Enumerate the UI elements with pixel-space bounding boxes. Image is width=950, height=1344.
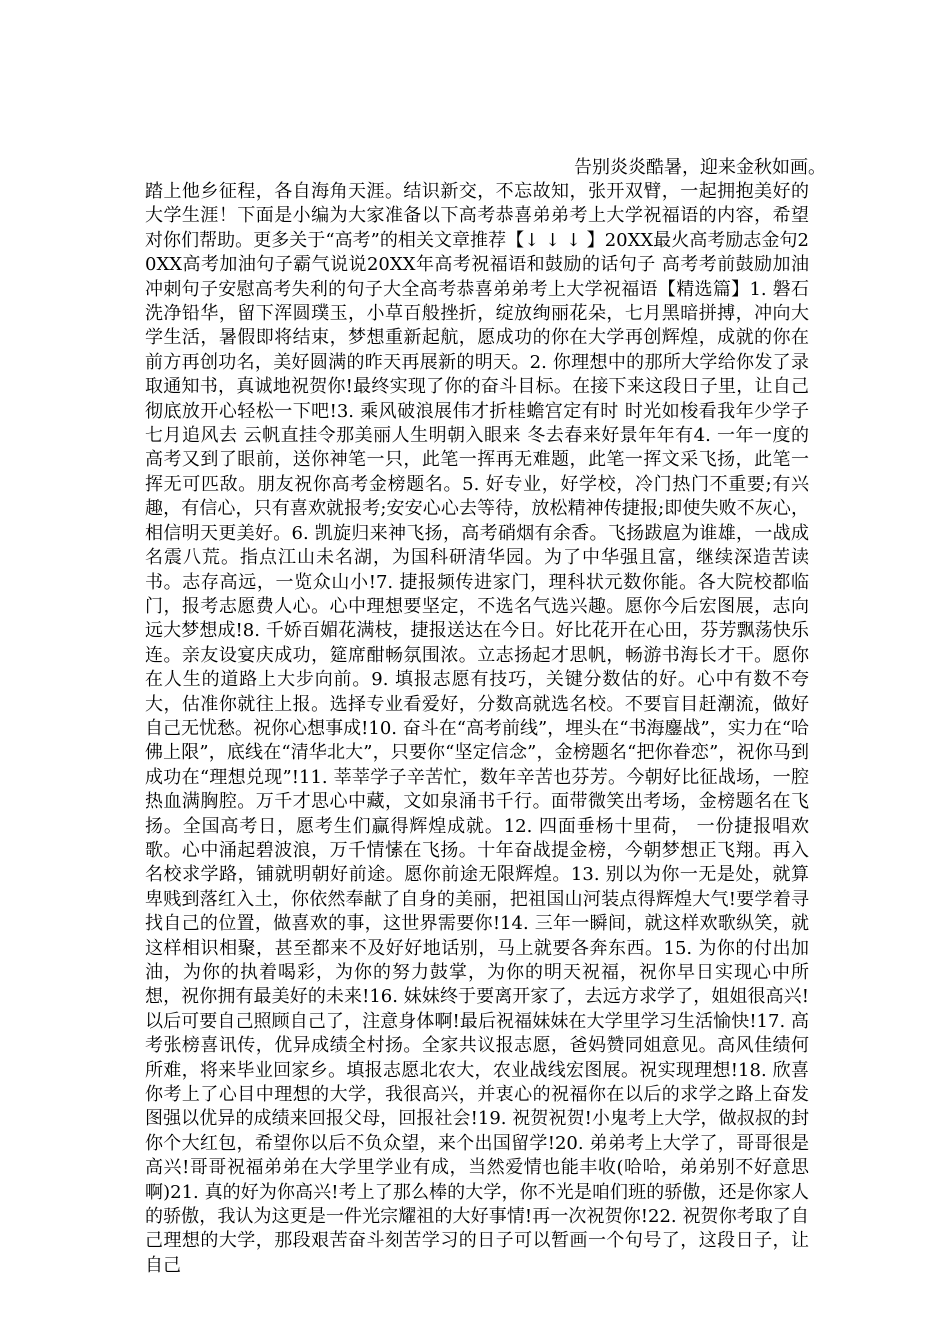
- document-first-line: 告别炎炎酷暑，迎来金秋如画。: [574, 157, 826, 178]
- document-body-text: 踏上他乡征程，各自海角天涯。结识新交，不忘故知，张开双臂，一起拥抱美好的大学生涯！下面是小编为大家准备以下高考恭喜弟弟考上大学祝福语的内容，希望对你们帮助。更多关于“高考”的相关文章推荐【↓ ↓ ↓ 】20XX最火高考励志金句20XX高考加油句子霸气说说20XX年高考祝福语和鼓励的话句子 高考考前鼓励加油冲刺句子安慰高考失利的句子大全高考恭喜弟弟考上大学祝福语【精选篇】1. 磐石洗净铅华，留下浑圆璞玉，小草百般挫折，绽放绚丽花朵，七月黑暗拼搏，冲向大学生活，暑假即将结束，梦想重新起航，愿成功的你在大学再创辉煌，成就的你在前方再创功名，美好圆满的昨天再展新的明天。2. 你理想中的那所大学给你发了录取通知书，真诚地祝贺你!最终实现了你的奋斗目标。在接下来这段日子里，让自己彻底放开心轻松一下吧!3. 乘风破浪展伟才折桂蟾宫定有时 时光如梭看我年少学子七月追风去 云帆直挂令那美丽人生明朝入眼来 冬去春来好景年年有4. 一年一度的高考又到了眼前，送你神笔一只，此笔一挥再无难题，此笔一挥文采飞扬，此笔一挥无可匹敌。朋友祝你高考金榜题名。5. 好专业，好学校，冷门热门不重要;有兴趣，有信心，只有喜欢就报考;安安心心去等待，放松精神传捷报;即使失败不灰心，相信明天更美好。6. 凯旋归来神飞扬，高考硝烟有余香。飞扬跋扈为谁雄，一战成名震八荒。指点江山未名湖，为国科研清华园。为了中华强且富，继续深造苦读书。志存高远，一览众山小!7. 捷报频传进家门，理科状元数你能。各大院校都临门，报考志愿费人心。心中理想要坚定，不选名气选兴趣。愿你今后宏图展，志向远大梦想成!8. 千娇百媚花满枝，捷报送达在今日。好比花开在心田，芬芳飘荡快乐连。亲友设宴庆成功，筵席酣畅氛围浓。立志扬起才思帆，畅游书海长才干。愿你在人生的道路上大步向前。9. 填报志愿有技巧，关键分数估的好。心中有数不夸大，估准你就往上报。选择专业看爱好，分数高就选名校。不要盲目赶潮流，做好自己无忧愁。祝你心想事成!10. 奋斗在“高考前线”，埋头在“书海鏖战”，实力在“哈佛上限”，底线在“清华北大”，只要你“坚定信念”，金榜题名“把你眷恋”，祝你马到成功在“理想兑现”!11. 莘莘学子辛苦忙，数年辛苦也芬芳。今朝好比征战场，一腔热血满胸腔。万千才思心中藏，文如泉涌书千行。面带微笑出考场，金榜题名在飞扬。全国高考日，愿考生们赢得辉煌成就。12. 四面垂杨十里荷， 一份捷报唱欢歌。心中涌起碧波浪，万千情愫在飞扬。十年奋战提金榜，今朝梦想正飞翔。再入名校求学路，铺就明朝好前途。愿你前途无限辉煌。13. 别以为你一无是处，就算卑贱到落红入土，你依然奉献了自身的美丽，把祖国山河装点得辉煌大气!要学着寻找自己的位置，做喜欢的事，这世界需要你!14. 三年一瞬间，就这样欢歌纵笑，就这样相识相聚，甚至都来不及好好地话别，马上就要各奔东西。15. 为你的付出加油，为你的执着喝彩，为你的努力鼓掌，为你的明天祝福，祝你早日实现心中所想，祝你拥有最美好的未来!16. 妹妹终于要离开家了，去远方求学了，姐姐很高兴!以后可要自己照顾自己了，注意身体啊!最后祝福妹妹在大学里学习生活愉快!17. 高考张榜喜讯传，优异成绩全村扬。全家共议报志愿，爸妈赞同姐意见。高风佳绩何所难，将来毕业回家乡。填报志愿北农大，农业战线宏图展。祝实现理想!18. 欣喜你考上了心目中理想的大学，我很高兴，并衷心的祝福你在以后的求学之路上奋发图强以优异的成绩来回报父母，回报社会!19. 祝贺祝贺!小鬼考上大学，做叔叔的封你个大红包，希望你以后不负众望，来个出国留学!20. 弟弟考上大学了，哥哥很是高兴!哥哥祝福弟弟在大学里学业有成，当然爱情也能丰收(哈哈，弟弟别不好意思啊)21. 真的好为你高兴!考上了那么棒的大学，你不光是咱们班的骄傲，还是你家人的骄傲，我认为这更是一件光宗耀祖的大好事情!再一次祝贺你!22. 祝贺你考取了自己理想的大学，那段艰苦奋斗刻苦学习的日子可以暂画一个句号了，这段日子，让自己: [145, 181, 809, 1276]
